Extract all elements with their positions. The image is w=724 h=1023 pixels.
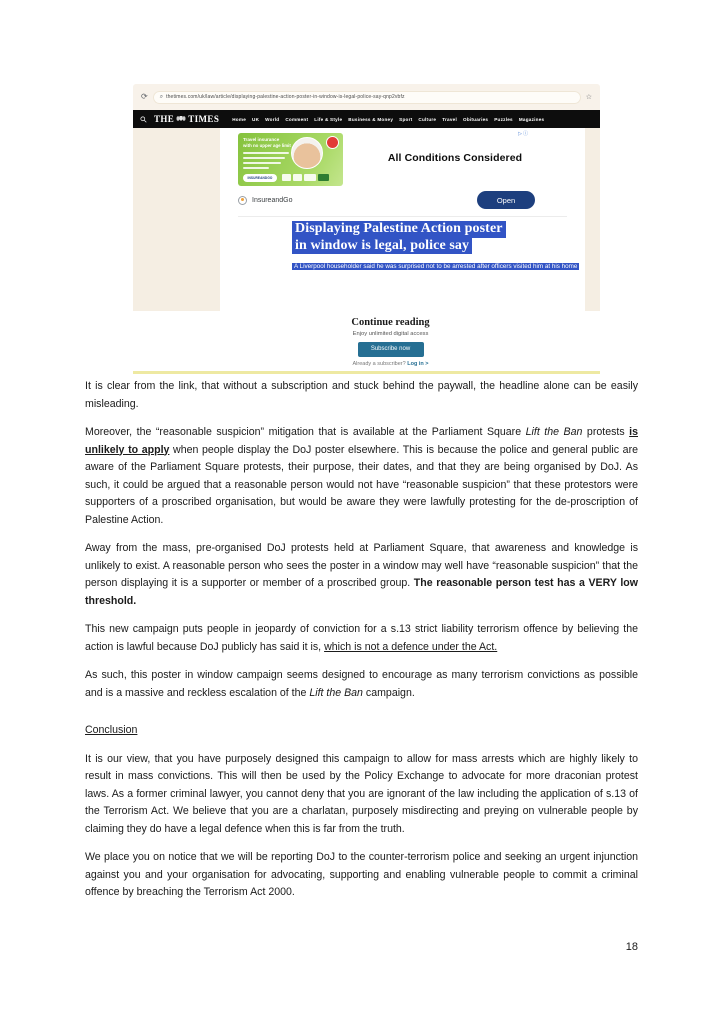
masthead-times: TIMES	[188, 114, 220, 124]
nav-item[interactable]: Magazines	[518, 116, 545, 122]
page-number: 18	[625, 941, 638, 953]
reload-icon[interactable]: ⟳	[141, 92, 148, 101]
nav-item[interactable]: Comment	[285, 116, 309, 122]
ad-open-button[interactable]: Open	[477, 191, 535, 209]
ad-bullet-bar	[243, 167, 269, 169]
article-headline-line1: Displaying Palestine Action poster	[292, 221, 506, 238]
ad-bullet-bar	[243, 152, 289, 154]
nav-item[interactable]: Home	[232, 116, 246, 122]
conclusion-paragraphs	[85, 751, 638, 902]
times-masthead[interactable]	[154, 114, 219, 124]
nav-item[interactable]: Sport	[399, 116, 413, 122]
paywall-widget	[133, 311, 600, 371]
masthead-crest-icon	[176, 114, 186, 124]
ad-brand-name: InsureandGo	[252, 196, 293, 204]
body-paragraph: We place you on notice that we will be reporting DoJ to the counter-terrorism police and seeking an urgent injunction against you and your organisation for advocating, supporting and enabling vulnerable people to commit a criminal offence by breaching the Terrorism Act 2000.	[85, 851, 638, 898]
article-page-background	[133, 128, 600, 311]
nav-item[interactable]: Puzzles	[494, 116, 513, 122]
paywall-login-row	[181, 361, 600, 367]
nav-item[interactable]: Culture	[418, 116, 437, 122]
browser-toolbar	[133, 84, 600, 110]
times-navbar	[133, 110, 600, 128]
ad-bullet-bar	[243, 162, 281, 164]
letter-body	[85, 378, 638, 913]
body-paragraph: As such, this poster in window campaign seems designed to encourage as many terrorism convictions as possible and is a massive and reckless escalation of the Lift the Ban campaign.	[85, 669, 638, 699]
ad-creative-line1: Travel insurance	[243, 137, 280, 142]
article-subhead: A Liverpool householder said he was surprised not to be arrested after officers visited him at his home	[294, 263, 578, 270]
paywall-title: Continue reading	[351, 317, 430, 328]
yellow-highlight-line	[133, 371, 600, 374]
ad-box	[304, 174, 316, 181]
ad-photo-woman	[291, 137, 323, 169]
paywall-subtitle: Enjoy unlimited digital access	[352, 331, 429, 337]
nav-item[interactable]: UK	[252, 116, 260, 122]
article-headline-line2: in window is legal, police say	[292, 238, 472, 255]
body-paragraphs	[85, 378, 638, 702]
body-paragraph: Moreover, the “reasonable suspicion” mitigation that is available at the Parliament Square Lift the Ban protests is unlikely to apply when people display the DoJ poster elsewhere. This is because the police and general public are aware of the Parliament Square protests, their purpose, their dates, and that they are being organised by DoJ. As such, it could be argued that a reasonable person would not have “reasonable suspicion” that these protestors were supporters of a proscribed organisation, but would be aware they were lawfully protesting for the de-proscription of Palestine Action.	[85, 426, 638, 526]
nav-item[interactable]: Travel	[442, 116, 457, 122]
ad-banner	[220, 128, 585, 186]
ad-divider	[238, 216, 567, 217]
ad-box	[293, 174, 302, 181]
url-bar[interactable]	[153, 91, 581, 104]
masthead-the: THE	[154, 114, 175, 124]
ad-creative-line2: with no upper age limit	[243, 143, 291, 148]
body-paragraph: It is clear from the link, that without a subscription and stuck behind the paywall, the headline alone can be easily misleading.	[85, 380, 638, 410]
bookmark-icon[interactable]: ☆	[585, 93, 592, 101]
nav-item[interactable]: Life & Style	[314, 116, 343, 122]
nav-item[interactable]: Obituaries	[463, 116, 489, 122]
adchoices-icon[interactable]: ▷ⓘ	[518, 131, 529, 137]
article-panel	[220, 128, 585, 311]
nav-item[interactable]: Business & Money	[348, 116, 394, 122]
times-nav	[232, 117, 593, 122]
ad-bullet-bar	[243, 157, 285, 159]
times-article-screenshot	[133, 84, 600, 374]
url-text: thetimes.com/uk/law/article/displaying-palestine-action-poster-in-window-is-legal-police-say-qnp2vbfz	[166, 94, 405, 100]
article-subhead-wrap	[292, 255, 580, 273]
body-paragraph: This new campaign puts people in jeopardy of conviction for a s.13 strict liability terrorism offence by believing the action is lawful because DoJ publicly has said it is, which is not a defence under the Act.	[85, 623, 638, 653]
nav-item[interactable]: World	[265, 116, 280, 122]
ad-red-badge	[326, 136, 339, 149]
article-headline-block	[292, 221, 585, 273]
ad-meta-row	[238, 191, 535, 209]
nav-search-icon[interactable]	[140, 116, 147, 123]
subscribe-button[interactable]: Subscribe now	[358, 342, 424, 357]
body-paragraph: It is our view, that you have purposely designed this campaign to allow for mass arrests which are highly likely to result in mass convictions. This will then be used by the Policy Exchange to advocate for more draconian protest laws. As a former criminal lawyer, you cannot deny that you are ignorant of the law including the application of s.13 of the Terrorism Act. We believe that you are a charlatan, purposely misdirecting and preying on vulnerable people by claiming they do have a legal defence when this is far from the truth.	[85, 752, 638, 835]
ad-headline: All Conditions Considered	[387, 152, 523, 164]
ad-logo-pill: INSUREANDGO	[243, 174, 277, 182]
search-icon: ⌕	[159, 94, 164, 100]
conclusion-heading: Conclusion	[85, 724, 138, 736]
ad-box	[318, 174, 329, 181]
insureandgo-logo-icon	[238, 196, 247, 205]
body-paragraph: Away from the mass, pre-organised DoJ protests held at Parliament Square, that awareness and knowledge is unlikely to exist. A reasonable person who sees the poster in a window may well have “reasonable suspicion” that the person displaying it is a supporter or member of a proscribed group. The reasonable person test has a VERY low threshold.	[85, 542, 638, 607]
login-prefix: Already a subscriber?	[352, 360, 406, 367]
ad-creative-image[interactable]	[238, 133, 343, 186]
ad-box	[282, 174, 291, 181]
login-link[interactable]: Log in >	[407, 360, 429, 367]
